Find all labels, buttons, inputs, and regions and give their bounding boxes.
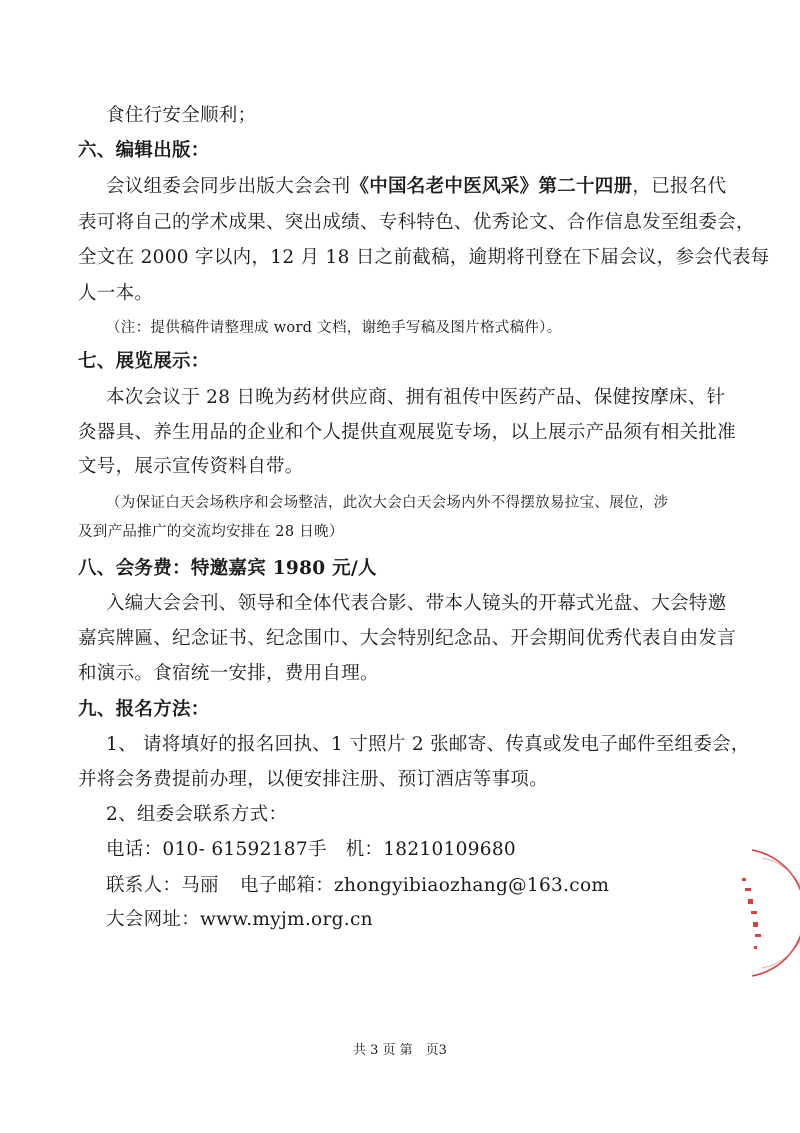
seal-inner-arc [762, 858, 800, 968]
note-line: （注：提供稿件请整理成 word 文档，谢绝手写稿及图片格式稿件）。 [106, 320, 562, 336]
body-text: 会议组委会同步出版大会会刊 [106, 176, 351, 197]
contact-person-line [106, 874, 219, 898]
red-seal-stamp [722, 836, 800, 986]
body-line: 并将会务费提前办理，以便安排注册、预订酒店等事项。 [78, 769, 549, 790]
fee-value: 特邀嘉宾 1980 元/人 [190, 558, 377, 579]
body-line [106, 175, 726, 199]
mobile-label: 手 机： [308, 839, 384, 860]
phone-label: 电话： [106, 839, 163, 860]
contact-phone-line [106, 838, 308, 862]
seal-arc [752, 850, 800, 976]
site-value[interactable]: www.myjm.org.cn [200, 909, 373, 930]
person-label: 联系人： [106, 875, 182, 896]
body-line: 本次会议于 28 日晚为药材供应商、拥有祖传中医药产品、保健按摩床、针 [106, 387, 726, 408]
body-line: 文号，展示宣传资料自带。 [78, 456, 304, 477]
note-line: 及到产品推广的交流均安排在 28 日晚） [78, 524, 344, 540]
body-line: 入编大会会刊、领导和全体代表合影、带本人镜头的开幕式光盘、大会特邀 [106, 593, 727, 614]
body-line: 2、组委会联系方式： [106, 804, 288, 825]
email-label: 电子邮箱： [240, 875, 335, 896]
section-heading-9: 九、报名方法： [78, 699, 210, 720]
seal-marks [742, 878, 761, 949]
contact-email-line [240, 874, 609, 898]
body-line: 食住行安全顺利； [106, 105, 257, 126]
body-line: 和演示。食宿统一安排，费用自理。 [78, 663, 379, 684]
section-heading-7: 七、展览展示： [78, 351, 210, 372]
body-line: 灸器具、养生用品的企业和个人提供直观展览专场，以上展示产品须有相关批准 [78, 422, 737, 443]
body-line: 全文在 2000 字以内，12 月 18 日之前截稿，逾期将刊登在下届会议，参会代表每 [78, 247, 770, 268]
body-line: 嘉宾牌匾、纪念证书、纪念围巾、大会特别纪念品、开会期间优秀代表自由发言 [78, 628, 737, 649]
section-heading-8 [78, 557, 377, 581]
contact-site-line [106, 908, 373, 932]
contact-mobile-line [308, 838, 516, 862]
journal-title: 《中国名老中医风采》第二十四册 [350, 176, 633, 197]
body-text: ，已报名代 [632, 176, 727, 197]
person-value: 马丽 [181, 875, 219, 896]
heading-label: 八、会务费： [78, 558, 191, 579]
body-line: 表可将自己的学术成果、突出成绩、专科特色、优秀论文、合作信息发至组委会， [78, 212, 755, 233]
body-line: 1、 请将填好的报名回执、1 寸照片 2 张邮寄、传真或发电子邮件至组委会， [106, 734, 750, 755]
section-heading-6: 六、编辑出版： [78, 140, 210, 161]
note-line: （为保证白天会场秩序和会场整洁，此次大会白天会场内外不得摆放易拉宝、展位，涉 [106, 495, 669, 511]
site-label: 大会网址： [106, 909, 201, 930]
phone-value: 010- 61592187 [162, 839, 308, 860]
page-footer: 共 3 页 第 页3 [353, 1043, 447, 1058]
mobile-value: 18210109680 [383, 839, 516, 860]
body-line: 人一本。 [78, 283, 154, 304]
email-value[interactable]: zhongyibiaozhang@163.com [334, 875, 610, 896]
